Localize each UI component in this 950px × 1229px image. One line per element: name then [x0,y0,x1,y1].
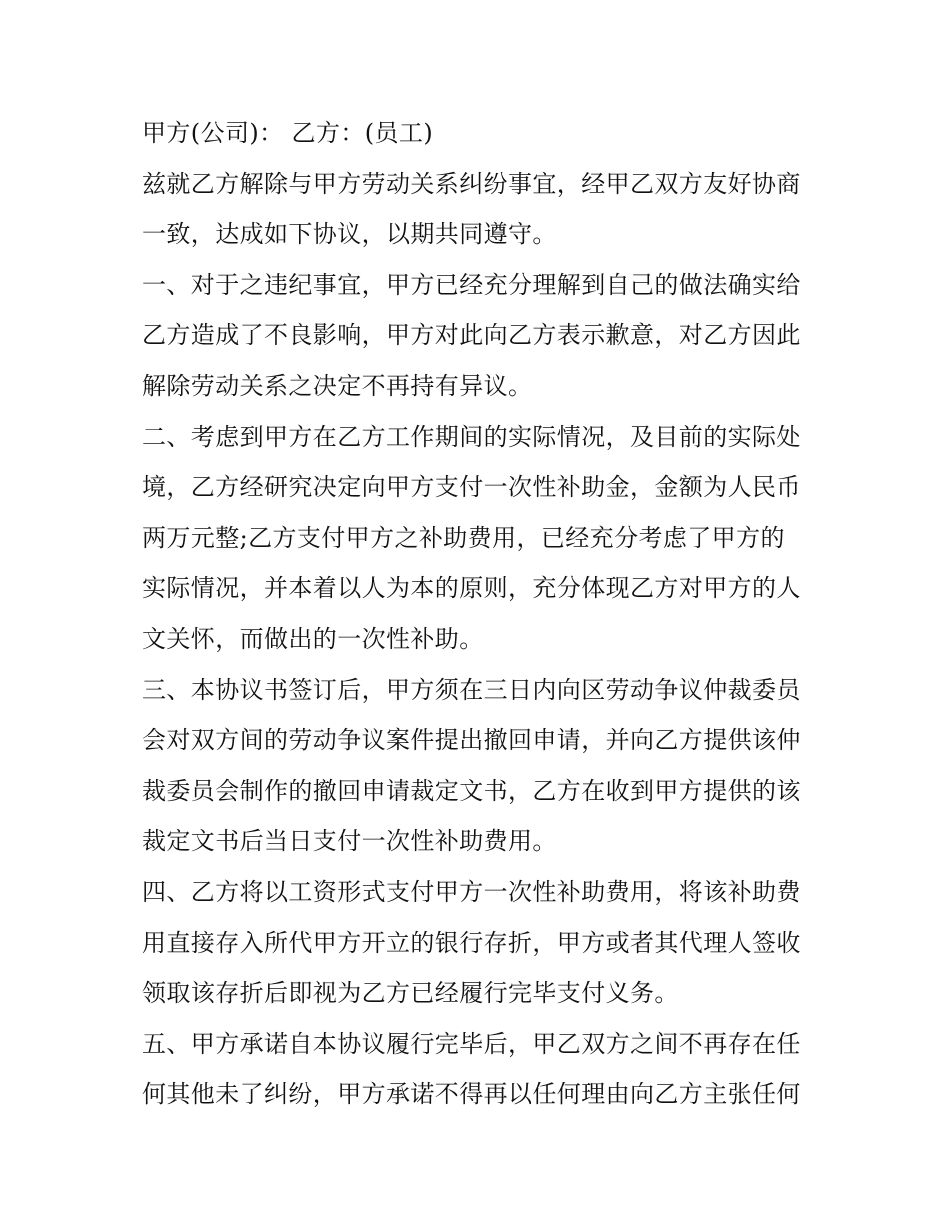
clause-3-line: 会对双方间的劳动争议案件提出撤回申请，并向乙方提供该仲 [142,726,801,755]
clause-5-line: 何其他未了纠纷，甲方承诺不得再以任何理由向乙方主张任何 [142,1080,801,1109]
clause-2-line: 两万元整;乙方支付甲方之补助费用，已经充分考虑了甲方的 [142,523,785,552]
preamble-line: 一致，达成如下协议，以期共同遵守。 [142,220,557,249]
document-body [142,108,822,1120]
clause-2-line: 境，乙方经研究决定向甲方支付一次性补助金，金额为人民币 [142,473,801,502]
clause-3-line: 三、本协议书签订后，甲方须在三日内向区劳动争议仲裁委员 [142,675,801,704]
clause-4-line: 用直接存入所代甲方开立的银行存折，甲方或者其代理人签收 [142,928,801,957]
clause-5-line: 五、甲方承诺自本协议履行完毕后，甲乙双方之间不再存在任 [142,1029,801,1058]
clause-2-line: 文关怀，而做出的一次性补助。 [142,624,484,653]
clause-3-line: 裁定文书后当日支付一次性补助费用。 [142,827,557,856]
preamble-line: 兹就乙方解除与甲方劳动关系纠纷事宜，经甲乙双方友好协商 [142,169,801,198]
parties-line: 甲方(公司)： 乙方：(员工) [142,119,434,147]
clause-2-line: 二、考虑到甲方在乙方工作期间的实际情况，及目前的实际处 [142,422,801,451]
clause-4-line: 领取该存折后即视为乙方已经履行完毕支付义务。 [142,979,679,1008]
clause-4-line: 四、乙方将以工资形式支付甲方一次性补助费用，将该补助费 [142,877,801,906]
clause-1-line: 乙方造成了不良影响，甲方对此向乙方表示歉意，对乙方因此 [142,321,801,350]
clause-1-line: 一、对于之违纪事宜，甲方已经充分理解到自己的做法确实给 [142,270,801,299]
clause-3-line: 裁委员会制作的撤回申请裁定文书，乙方在收到甲方提供的该 [142,776,801,805]
clause-1-line: 解除劳动关系之决定不再持有异议。 [142,371,533,400]
clause-2-line: 实际情况，并本着以人为本的原则，充分体现乙方对甲方的人 [142,574,801,603]
